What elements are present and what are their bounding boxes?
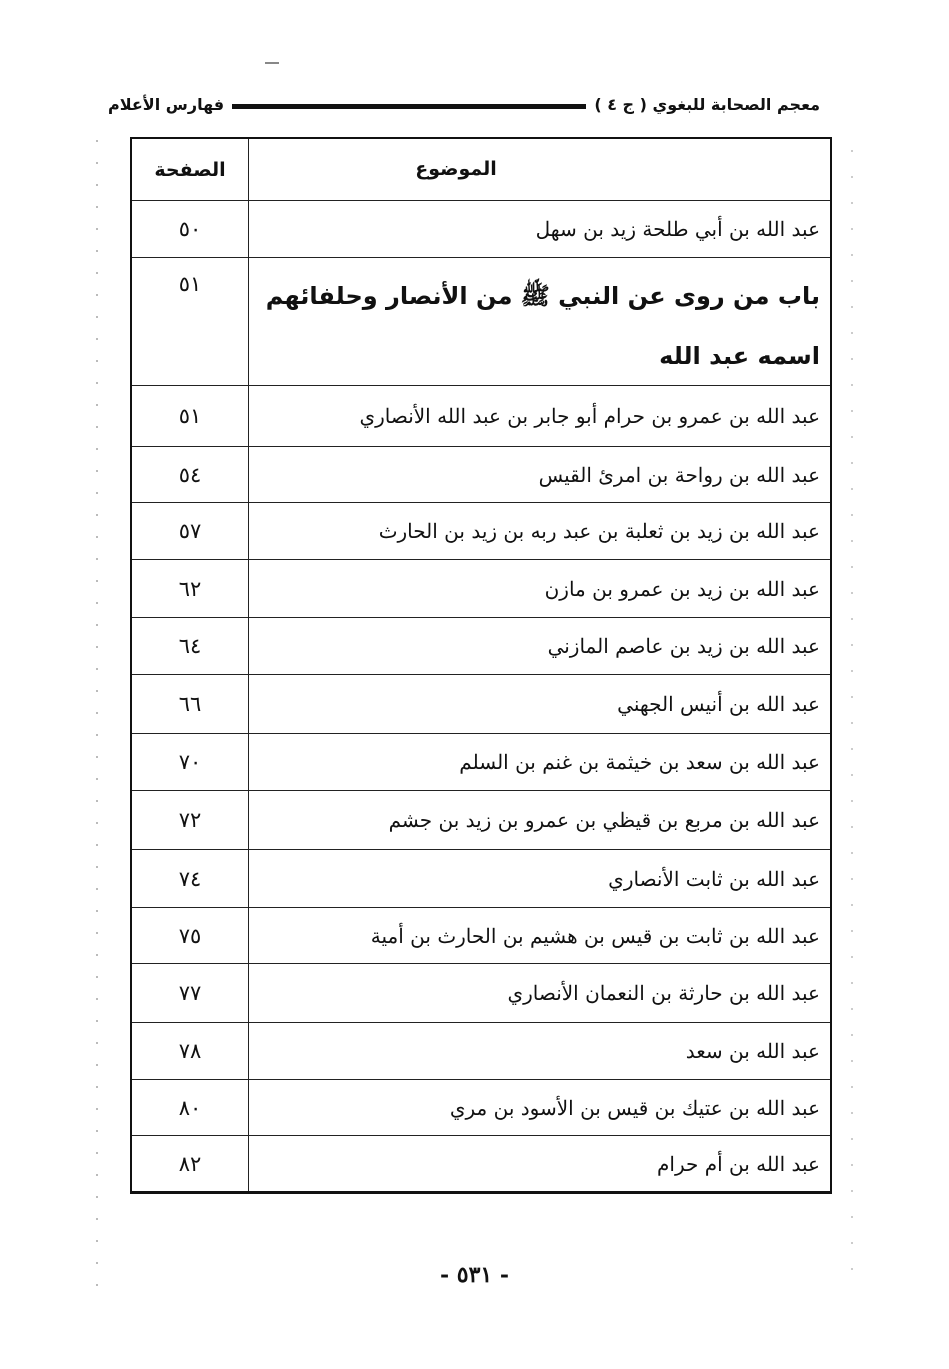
table-row <box>132 386 830 447</box>
entry-page: ٦٦ <box>178 692 202 716</box>
entry-topic: عبد الله بن أم حرام <box>657 1151 820 1176</box>
table-row <box>132 734 830 791</box>
entry-topic: عبد الله بن زيد بن ثعلبة بن عبد ربه بن زيد بن الحارث <box>378 519 820 543</box>
table-row <box>132 503 830 560</box>
table-row <box>132 1080 830 1136</box>
entry-topic: عبد الله بن سعد <box>685 1039 820 1063</box>
index-table <box>130 137 832 1194</box>
entry-topic: عبد الله بن ثابت الأنصاري <box>608 866 820 891</box>
entry-topic: عبد الله بن عمرو بن حرام أبو جابر بن عبد الله الأنصاري <box>359 404 820 428</box>
table-row <box>132 964 830 1023</box>
entry-topic: عبد الله بن أنيس الجهني <box>617 692 820 716</box>
entry-page: ٧٨ <box>178 1039 202 1063</box>
table-row <box>132 618 830 675</box>
entry-page: ٦٤ <box>178 634 202 658</box>
entry-page: ٨٠ <box>178 1095 202 1120</box>
entry-topic: عبد الله بن زيد بن عمرو بن مازن <box>544 576 820 601</box>
scan-mark <box>265 62 279 64</box>
header-rule <box>232 104 586 109</box>
chapter-heading: باب من روى عن النبي ﷺ من الأنصار وحلفائهم اسمه عبد الله <box>265 282 820 370</box>
table-row <box>132 1023 830 1080</box>
table-row <box>132 908 830 964</box>
table-row <box>132 201 830 258</box>
entry-page: ٧٠ <box>178 750 202 774</box>
entry-page: ٧٤ <box>178 866 202 891</box>
entry-topic: عبد الله بن عتيك بن قيس بن الأسود بن مري <box>449 1095 820 1120</box>
entry-page: ٥٤ <box>178 462 202 487</box>
entry-topic: عبد الله بن ثابت بن قيس بن هشيم بن الحارث بن أمية <box>370 923 820 948</box>
table-row <box>132 447 830 503</box>
entry-page: ٥٠ <box>178 217 202 241</box>
scan-dots-right <box>851 150 853 1280</box>
entry-topic: عبد الله بن سعد بن خيثمة بن غنم بن السلم <box>459 750 820 774</box>
page-number: - ٥٣١ - <box>439 1262 510 1288</box>
entry-topic: عبد الله بن حارثة بن النعمان الأنصاري <box>507 981 820 1005</box>
entry-topic: عبد الله بن زيد بن عاصم المازني <box>547 634 820 658</box>
entry-page: ٦٢ <box>178 576 202 601</box>
entry-topic: عبد الله بن رواحة بن امرئ القيس <box>538 462 820 487</box>
entry-page: ٥١ <box>178 272 202 296</box>
column-header-topic: الموضوع <box>415 158 497 181</box>
entry-page: ٥١ <box>178 404 202 428</box>
table-row <box>132 850 830 908</box>
section-title: فهارس الأعلام <box>108 94 225 114</box>
running-header <box>108 88 820 120</box>
entry-page: ٧٥ <box>178 923 202 948</box>
entry-page: ٧٧ <box>178 981 202 1005</box>
table-row <box>132 560 830 618</box>
table-row <box>132 675 830 734</box>
column-header-page: الصفحة <box>154 158 226 181</box>
table-header-row <box>132 139 830 201</box>
table-row <box>132 1136 830 1191</box>
book-title: معجم الصحابة للبغوي ( ج ٤ ) <box>594 94 820 114</box>
entry-page: ٥٧ <box>178 519 202 543</box>
table-row <box>132 791 830 850</box>
entry-page: ٧٢ <box>178 808 202 832</box>
entry-page: ٨٢ <box>178 1151 202 1176</box>
scan-dots-left <box>96 140 98 1290</box>
chapter-heading-row <box>132 258 830 386</box>
entry-topic: عبد الله بن مربع بن قيظي بن عمرو بن زيد بن جشم <box>388 808 820 832</box>
entry-topic: عبد الله بن أبي طلحة زيد بن سهل <box>535 217 820 241</box>
